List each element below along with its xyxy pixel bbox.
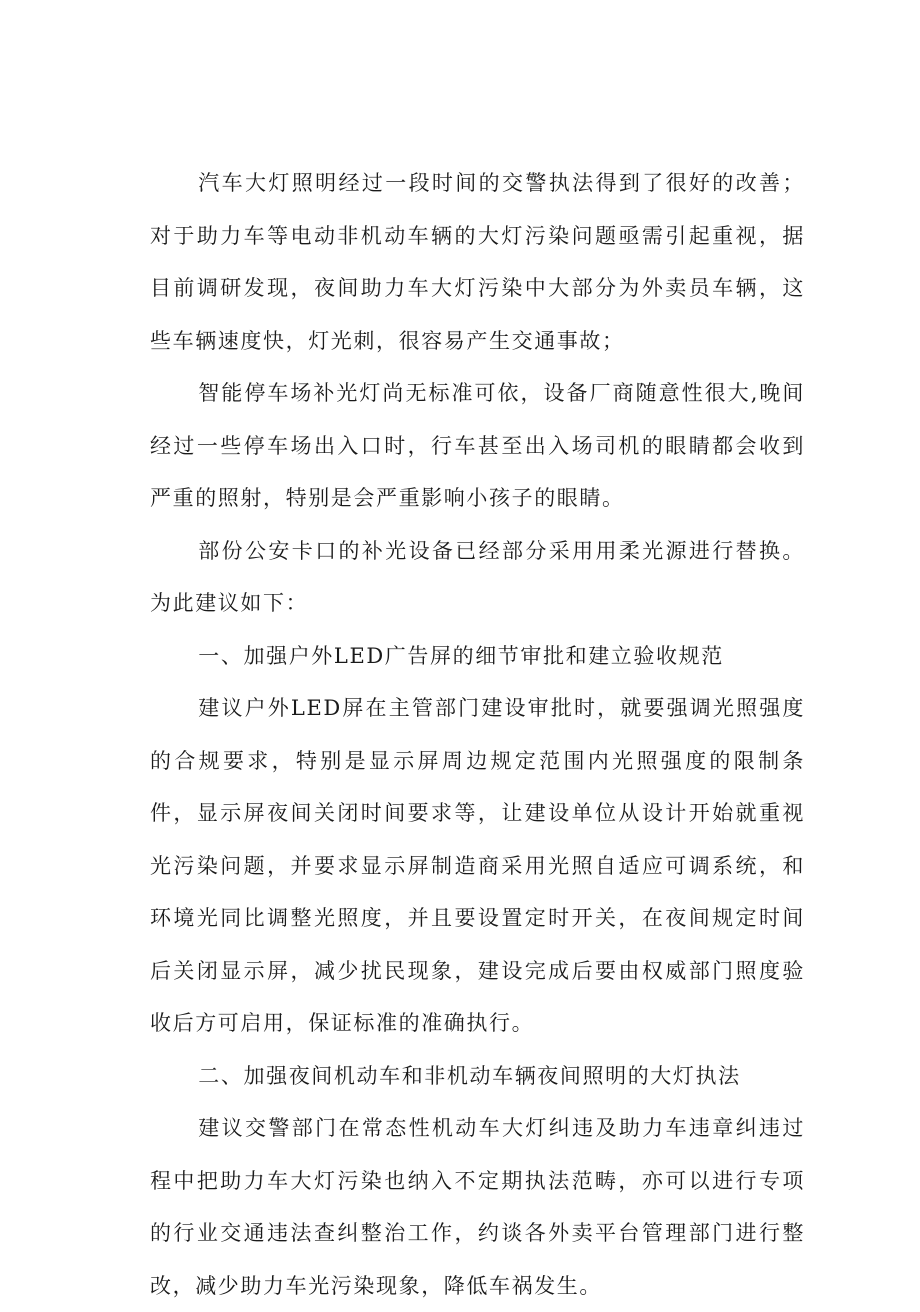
paragraph-traffic-police: 建议交警部门在常态性机动车大灯纠违及助力车违章纠违过程中把助力车大灯污染也纳入不定期执法范畴，亦可以进行专项的行业交通违法查纠整治工作，约谈各外卖平台管理部门进行整改，减少助力车光污染现象，降低车祸发生。 — [150, 1116, 805, 1298]
section-heading-led-approval: 一、加强户外LED广告屏的细节审批和建立验收规范 — [198, 643, 724, 668]
paragraph-led-approval: 建议户外LED屏在主管部门建设审批时，就要强调光照强度的合规要求，特别是显示屏周边规定范围内光照强度的限制条件，显示屏夜间关闭时间要求等，让建设单位从设计开始就重视光污染问题，并要求显示屏制造商采用光照自适应可调系统，和环境光同比调整光照度，并且要设置定时开关，在夜间规定时间后关闭显示屏，减少扰民现象，建设完成后要由权威部门照度验收后方可启用，保证标准的准确执行。 — [150, 696, 805, 1035]
paragraph-headlight-enforcement: 汽车大灯照明经过一段时间的交警执法得到了很好的改善；对于助力车等电动非机动车辆的大灯污染问题亟需引起重视，据目前调研发现，夜间助力车大灯污染中大部分为外卖员车辆，这些车辆速度快，灯光刺，很容易产生交通事故； — [150, 171, 805, 353]
paragraph-parking-fill-light: 智能停车场补光灯尚无标准可依，设备厂商随意性很大,晚间经过一些停车场出入口时，行车甚至出入场司机的眼睛都会收到严重的照射，特别是会严重影响小孩子的眼睛。 — [150, 381, 805, 510]
paragraph-checkpoint-soft-light: 部份公安卡口的补光设备已经部分采用用柔光源进行替换。为此建议如下： — [150, 538, 805, 615]
section-heading-headlight-enforcement: 二、加强夜间机动车和非机动车辆夜间照明的大灯执法 — [198, 1063, 741, 1088]
document-body — [150, 157, 805, 1312]
